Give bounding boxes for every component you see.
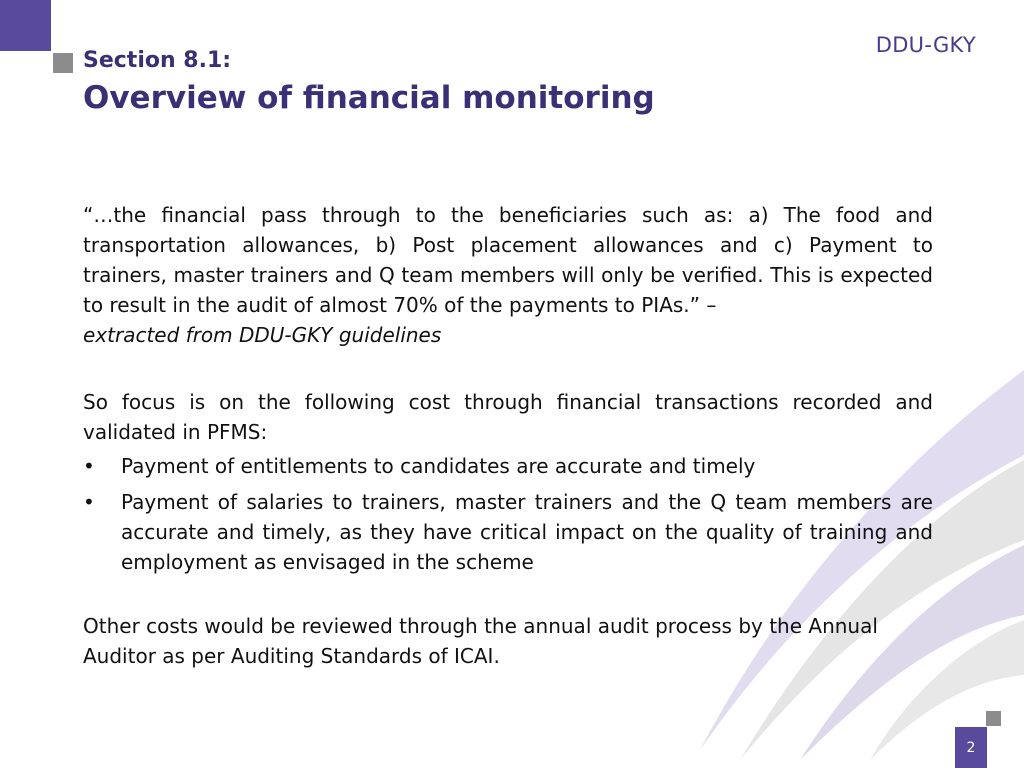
page-number: 2 bbox=[955, 727, 987, 768]
closing-paragraph: Other costs would be reviewed through the annual audit process by the Annual Auditor as per Auditing Standards of ICAI. bbox=[83, 614, 878, 668]
list-item bbox=[83, 451, 933, 481]
page-title: Overview of financial monitoring bbox=[83, 80, 655, 116]
list-item bbox=[83, 487, 933, 577]
slide-body bbox=[83, 200, 933, 671]
bullet-text: Payment of salaries to trainers, master trainers and the Q team members are accurate and timely, as they have critical impact on the quality of training and employment as envisaged in the scheme bbox=[121, 490, 933, 574]
guideline-quote: “…the financial pass through to the beneficiaries such as: a) The food and transportation allowances, b) Post placement allowances and c) Payment to trainers, master trainers and Q team members will only be verified. This is expected to result in the audit of almost 70% of the payments to PIAs.” – bbox=[83, 203, 933, 317]
bullet-icon: • bbox=[83, 454, 95, 478]
brand-label: DDU-GKY bbox=[875, 33, 976, 57]
bullet-icon: • bbox=[83, 490, 95, 514]
corner-accent-square bbox=[0, 0, 51, 51]
section-label: Section 8.1: bbox=[83, 48, 232, 73]
bullet-text: Payment of entitlements to candidates are accurate and timely bbox=[121, 454, 756, 478]
quote-paragraph bbox=[83, 200, 933, 350]
quote-source: extracted from DDU-GKY guidelines bbox=[83, 323, 442, 347]
page-marker-square bbox=[986, 711, 1001, 726]
title-marker-square bbox=[53, 53, 73, 73]
focus-bullet-list bbox=[83, 451, 933, 577]
focus-intro: So focus is on the following cost through financial transactions recorded and validated in PFMS: bbox=[83, 390, 933, 444]
